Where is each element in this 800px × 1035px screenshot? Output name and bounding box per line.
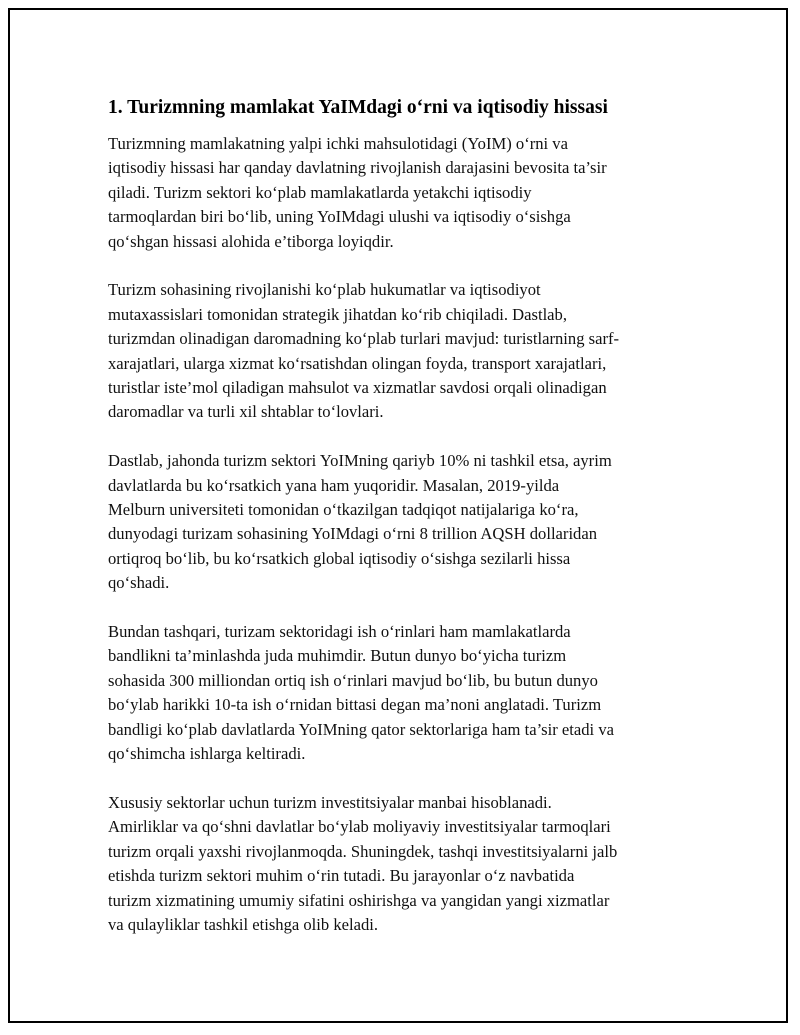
text-line: sohasida 300 milliondan ortiq ish o‘rinlari mavjud bo‘lib, bu butun dunyo <box>108 670 598 690</box>
paragraph-1 <box>108 132 688 254</box>
text-line: ortiqroq bo‘lib, bu ko‘rsatkich global iqtisodiy o‘sishga sezilarli hissa <box>108 548 571 568</box>
text-line: qiladi. Turizm sektori ko‘plab mamlakatlarda yetakchi iqtisodiy <box>108 182 532 202</box>
text-line: iqtisodiy hissasi har qanday davlatning rivojlanish darajasini bevosita ta’sir <box>108 158 607 178</box>
text-line: bandligi ko‘plab davlatlarda YoIMning qator sektorlariga ham ta’sir etadi va <box>108 719 614 739</box>
text-line: etishda turizm sektori muhim o‘rin tutadi. Bu jarayonlar o‘z navbatida <box>108 866 575 886</box>
text-line: qo‘shgan hissasi alohida e’tiborga loyiqdir. <box>108 231 394 251</box>
text-line: dunyodagi turizam sohasining YoIMdagi o‘rni 8 trillion AQSH dollaridan <box>108 524 598 544</box>
text-line: bandlikni ta’minlashda juda muhimdir. Butun dunyo bo‘yicha turizm <box>108 646 567 666</box>
text-line: Amirliklar va qo‘shni davlatlar bo‘ylab moliyaviy investitsiyalar tarmoqlari <box>108 817 611 837</box>
text-line: mutaxassislari tomonidan strategik jihatdan ko‘rib chiqiladi. Dastlab, <box>108 304 567 324</box>
section-heading: 1. Turizmning mamlakat YaIMdagi o‘rni va iqtisodiy hissasi <box>108 97 608 118</box>
text-line: qo‘shadi. <box>108 573 170 593</box>
text-line: turizmdan olinadigan daromadning ko‘plab turlari mavjud: turistlarning sarf- <box>108 329 620 349</box>
text-line: tarmoqlardan biri bo‘lib, uning YoIMdagi ulushi va iqtisodiy o‘sishga <box>108 207 571 227</box>
text-line: Melburn universiteti tomonidan o‘tkazilgan tadqiqot natijalariga ko‘ra, <box>108 500 579 520</box>
text-line: Xususiy sektorlar uchun turizm investitsiyalar manbai hisoblanadi. <box>108 792 552 812</box>
paragraph-3 <box>108 449 688 595</box>
text-line: Bundan tashqari, turizam sektoridagi ish o‘rinlari ham mamlakatlarda <box>108 622 571 642</box>
text-line: xarajatlari, ularga xizmat ko‘rsatishdan olingan foyda, transport xarajatlari, <box>108 353 607 373</box>
text-line: va qulayliklar tashkil etishga olib keladi. <box>108 914 379 934</box>
text-line: qo‘shimcha ishlarga keltiradi. <box>108 744 306 764</box>
paragraph-2 <box>108 278 688 424</box>
text-line: davlatlarda bu ko‘rsatkich yana ham yuqoridir. Masalan, 2019-yilda <box>108 475 560 495</box>
document-body <box>108 96 688 962</box>
text-line: bo‘ylab harikki 10-ta ish o‘rnidan bittasi degan ma’noni anglatadi. Turizm <box>108 695 602 715</box>
text-line: turizm xizmatining umumiy sifatini oshirishga va yangidan yangi xizmatlar <box>108 890 610 910</box>
text-line: Dastlab, jahonda turizm sektori YoIMning qariyb 10% ni tashkil etsa, ayrim <box>108 451 612 471</box>
text-line: Turizmning mamlakatning yalpi ichki mahsulotidagi (YoIM) o‘rni va <box>108 134 568 153</box>
text-line: turizm orqali yaxshi rivojlanmoqda. Shuningdek, tashqi investitsiyalarni jalb <box>108 841 618 861</box>
paragraph-4 <box>108 620 688 766</box>
text-line: Turizm sohasining rivojlanishi ko‘plab hukumatlar va iqtisodiyot <box>108 280 541 300</box>
paragraph-5 <box>108 791 688 937</box>
text-line: turistlar iste’mol qiladigan mahsulot va xizmatlar savdosi orqali olinadigan <box>108 378 607 398</box>
text-line: daromadlar va turli xil shtablar to‘lovlari. <box>108 402 384 422</box>
